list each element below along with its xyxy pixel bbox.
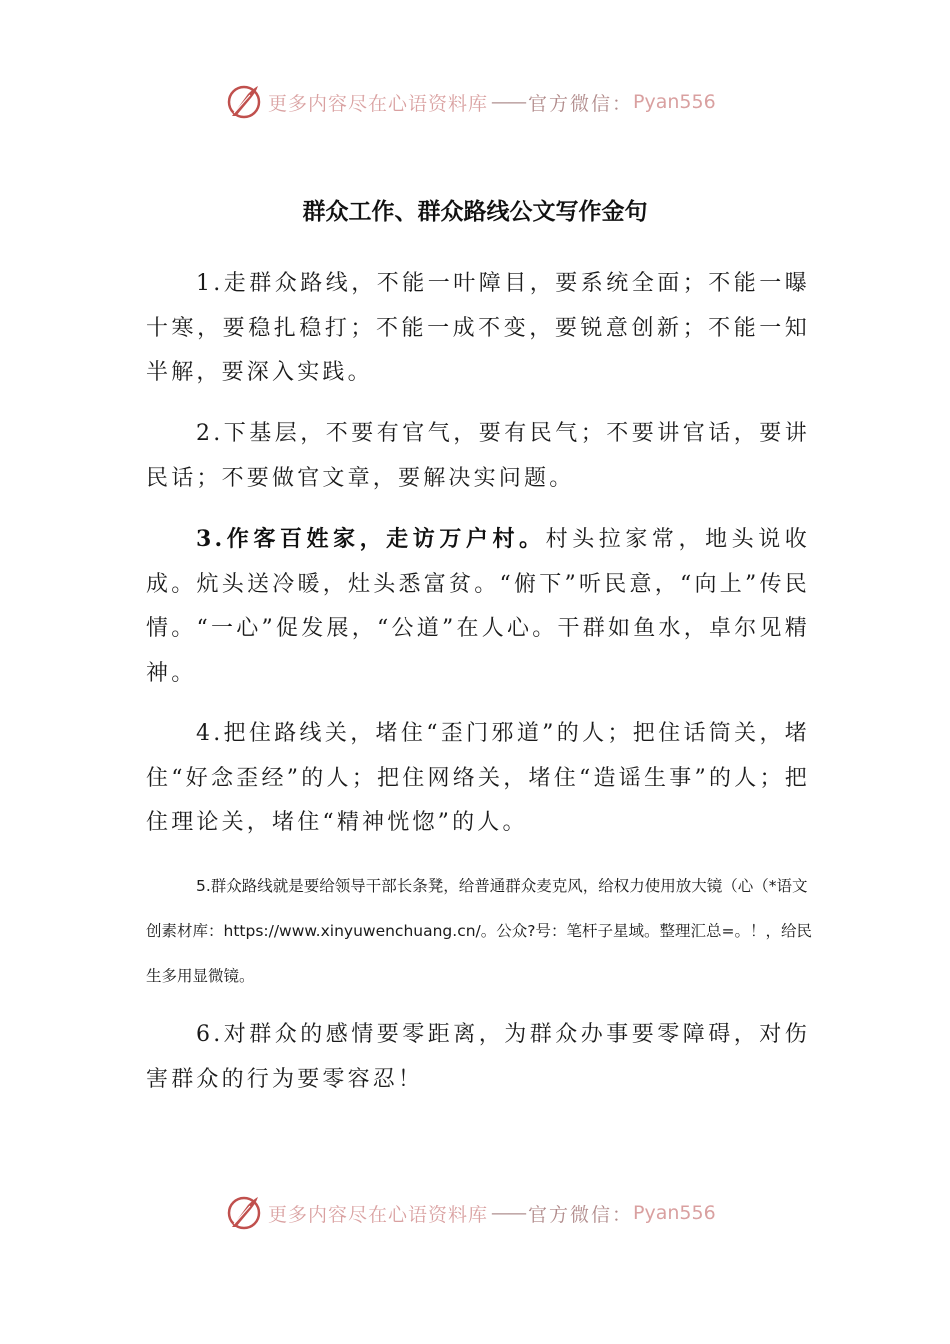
quill-logo-icon — [224, 82, 264, 122]
quote-item-6: 6.对群众的感情要零距离，为群众办事要零障碍，对伤害群众的行为要零容忍！ — [146, 1022, 810, 1092]
banner-official-label: 官方微信： — [528, 92, 634, 115]
header-banner — [224, 82, 716, 122]
quote-item-5-text: 5.群众路线就是要给领导干部长条凳，给普通群众麦克风，给权力使用放大镜（心（*语文创素材库：https://www.xinyuwenchuang.cn/。公众?号：笔杆子星域。整理汇总=。！，给民生多用显微镜。 — [146, 877, 812, 985]
quote-item-2: 2.下基层，不要有官气，要有民气；不要讲官话，要讲民话；不要做官文章，要解决实问题。 — [146, 421, 810, 491]
quote-item-5 — [146, 864, 816, 999]
footer-wechat-id: Pyan556 — [633, 1202, 716, 1224]
banner-main-text: 更多内容尽在心语资料库 — [268, 92, 489, 115]
banner-dash: —— — [491, 91, 526, 113]
document-title: 群众工作、群众路线公文写作金句 — [302, 198, 648, 225]
quote-item-4: 4.把住路线关，堵住“歪门邪道”的人；把住话筒关，堵住“好念歪经”的人；把住网络关，堵住“造谣生事”的人；把住理论关，堵住“精神恍惚”的人。 — [146, 721, 810, 835]
footer-main-text: 更多内容尽在心语资料库 — [268, 1203, 489, 1226]
footer-dash: —— — [491, 1202, 526, 1224]
quote-item-3-lead: 3.作客百姓家，走访万户村。 — [196, 526, 546, 552]
quote-item-3 — [146, 517, 810, 696]
quote-item-1: 1.走群众路线，不能一叶障目，要系统全面；不能一曝十寒，要稳扎稳打；不能一成不变，要锐意创新；不能一知半解，要深入实践。 — [146, 271, 810, 385]
quill-logo-icon — [224, 1193, 264, 1233]
footer-official-label: 官方微信： — [528, 1203, 634, 1226]
quote-item-3-body: 村头拉家常，地头说收成。炕头送冷暖，灶头悉富贫。“俯下”听民意，“向上”传民情。“一心”促发展，“公道”在人心。干群如鱼水，卓尔见精神。 — [146, 527, 810, 686]
footer-banner — [224, 1193, 716, 1233]
banner-wechat-id: Pyan556 — [633, 91, 716, 113]
